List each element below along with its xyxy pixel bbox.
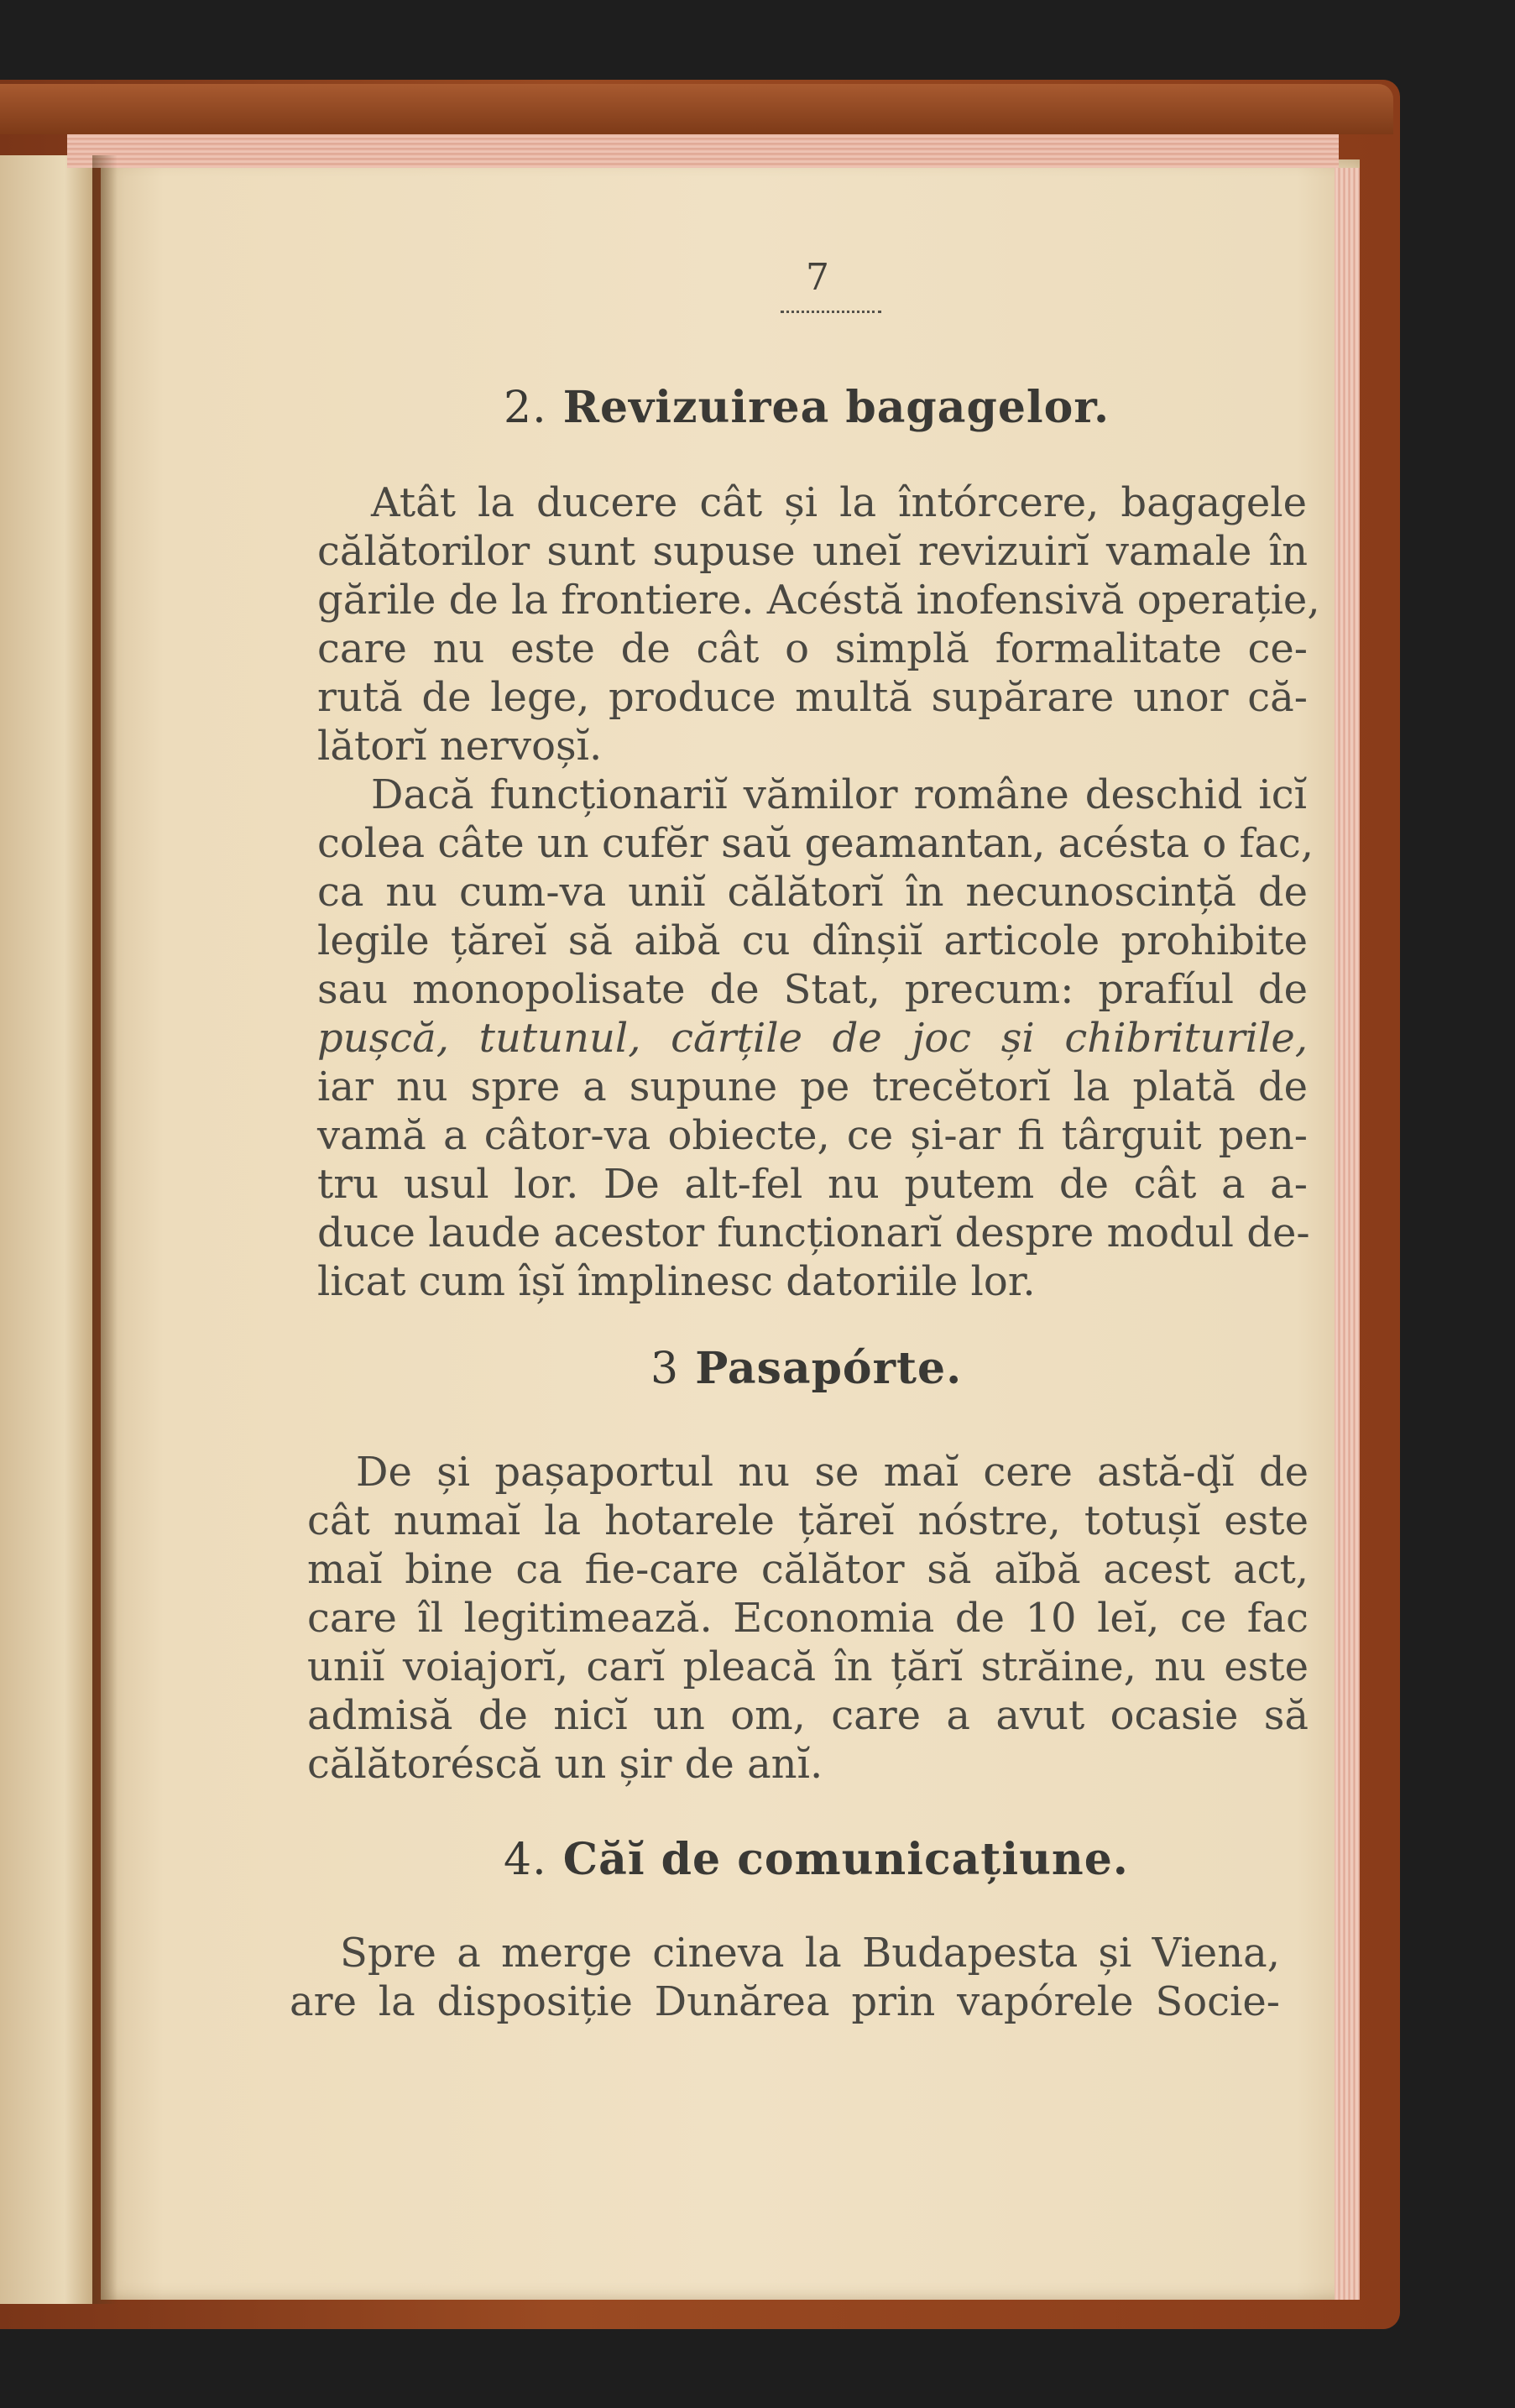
cover-top-edge <box>0 84 1393 134</box>
text-line: Spre a merge cineva la Budapesta și Viena, <box>340 1930 1280 1977</box>
text-line: care nu este de cât o simplă formalitate ce- <box>317 625 1308 672</box>
text-line: vamă a câtor-va obiecte, ce și-ar fi târguit pen- <box>317 1112 1308 1159</box>
section-number: 4. <box>504 1835 547 1885</box>
text-line: duce laude acestor funcționarĭ despre modul de- <box>317 1209 1310 1256</box>
text-line: călătoréscă un șir de anĭ. <box>307 1741 823 1788</box>
text-line: colea câte un cufĕr saŭ geamantan, acésta o fac, <box>317 820 1314 867</box>
text-line: pușcă, tutunul, cărțile de joc și chibriturile, <box>317 1015 1308 1062</box>
section-heading-revizuirea <box>504 382 1110 433</box>
section-number: 3 <box>650 1344 680 1394</box>
text-line: tru usul lor. De alt-fel nu putem de cât a a- <box>317 1161 1308 1208</box>
page-number: 7 <box>806 256 829 299</box>
text-line: lătorĭ nervoșĭ. <box>317 723 603 770</box>
page-right-edges <box>1335 168 1360 2300</box>
section-title: Pasapórte. <box>695 1343 963 1394</box>
text-line: uniĭ voiajorĭ, carĭ pleacă în țărĭ străine, nu este <box>307 1643 1309 1690</box>
text-line: legile țăreĭ să aibă cu dînșiĭ articole prohibite <box>317 917 1308 964</box>
text-line: De și pașaportul nu se maĭ cere astă-ḑĭ de <box>356 1449 1309 1496</box>
text-line: cât numaĭ la hotarele țăreĭ nóstre, totușĭ este <box>307 1497 1309 1544</box>
text-line: iar nu spre a supune pe trecĕtorĭ la plată de <box>317 1063 1308 1110</box>
text-line: ca nu cum-va uniĭ călătorĭ în necunoscință de <box>317 869 1308 916</box>
text-line: gările de la frontiere. Acéstă inofensivă operație, <box>317 577 1320 624</box>
text-line: Dacă funcționariĭ vămilor române deschid icĭ <box>371 771 1307 818</box>
section-heading-pasaporte <box>650 1343 962 1394</box>
text-line: licat cum îșĭ împlinesc datoriile lor. <box>317 1258 1036 1305</box>
section-title: Căĭ de comunicațiune. <box>562 1834 1129 1885</box>
text-line: maĭ bine ca fie-care călător să aĭbă acest act, <box>307 1546 1309 1593</box>
text-line: are la disposiție Dunărea prin vapórele Socie- <box>290 1978 1280 2025</box>
text-line: călătorilor sunt supuse uneĭ revizuirĭ vamale în <box>317 528 1308 575</box>
section-heading-cai-de-comunicatiune <box>504 1834 1129 1885</box>
text-line: sau monopolisate de Stat, precum: prafíul de <box>317 966 1308 1013</box>
text-line: admisă de nicĭ un om, care a avut ocasie să <box>307 1692 1309 1739</box>
page-number-ornament <box>781 302 881 313</box>
section-number: 2. <box>504 383 547 433</box>
page-top-edges <box>67 134 1339 168</box>
section-title: Revizuirea bagagelor. <box>562 382 1110 433</box>
left-page-edge <box>0 155 92 2304</box>
text-line: rută de lege, produce multă supărare unor că- <box>317 674 1308 721</box>
spine-shadow <box>92 155 118 2304</box>
text-line: Atât la ducere cât și la întórcere, bagagele <box>371 479 1307 526</box>
text-line: care îl legitimează. Economia de 10 leĭ, ce fac <box>307 1595 1309 1642</box>
